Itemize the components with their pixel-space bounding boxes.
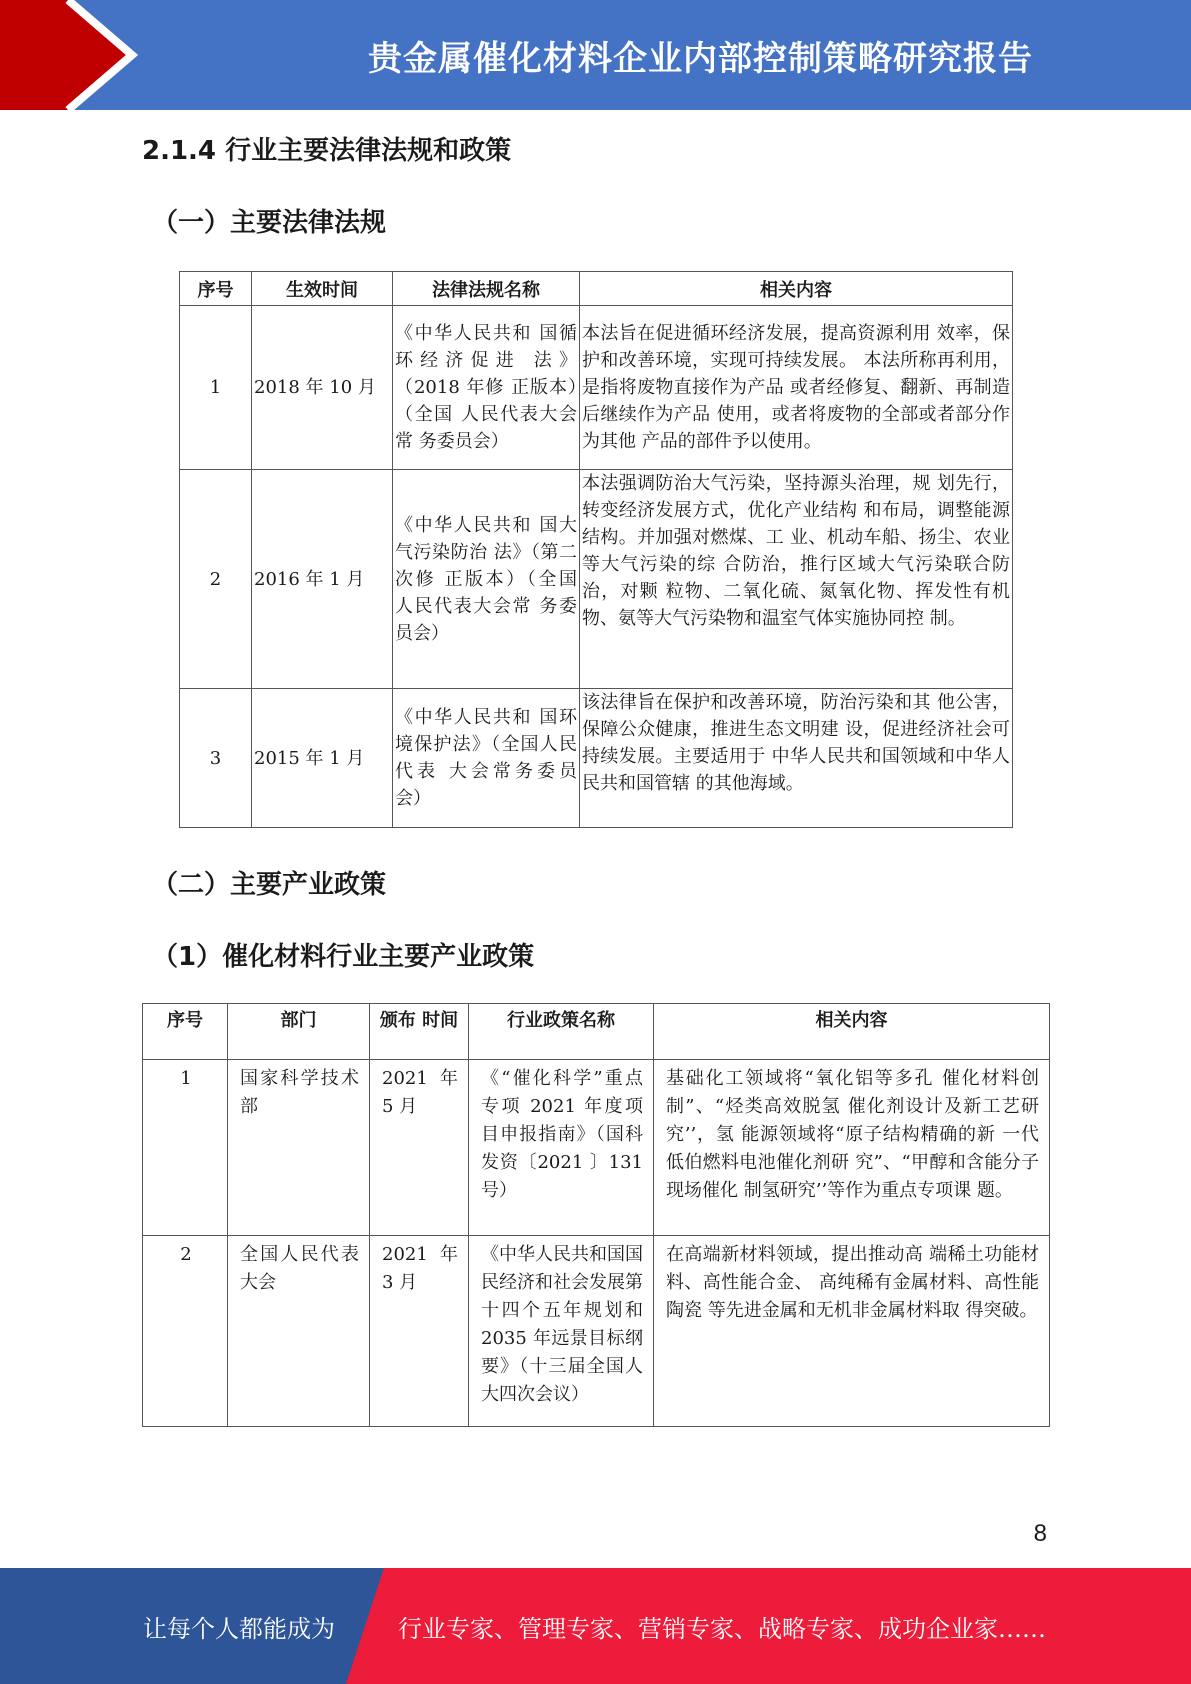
page-footer — [0, 1568, 1191, 1684]
law-content: 本法旨在促进循环经济发展，提高资源利用 效率，保护和改善环境，实现可持续发展。 本法所称再利用，是指将废物直接作为产品 或者经修复、翻新、再制造后继续作为产品 使用，或者将废物的全部或者部分作为其他 产品的部件予以使用。 — [580, 306, 1013, 470]
policy-name: 《“催化科学”重点专项 2021 年度项目申报指南》（国科发资〔2021 〕131 号） — [469, 1060, 654, 1236]
policy-name: 《中华人民共和国国民经济和社会发展第十四个五年规划和 2035 年远景目标纲要》（十三届全国人大四次会议） — [469, 1236, 654, 1427]
row-number: 1 — [143, 1060, 228, 1236]
subheading-policies: （二）主要产业政策 — [152, 870, 387, 900]
subheading-catalyst-policies: （1）催化材料行业主要产业政策 — [152, 942, 535, 972]
column-header: 相关内容 — [654, 1004, 1050, 1060]
department: 国家科学技术部 — [228, 1060, 370, 1236]
column-header: 相关内容 — [580, 272, 1013, 306]
law-content: 本法强调防治大气污染，坚持源头治理，规 划先行，转变经济发展方式，优化产业结构 和布局，调整能源结构。并加强对燃煤、工 业、机动车船、扬尘、农业等大气污染的综 合防治，推行区域大气污染联合防治，对颗 粒物、二氧化硫、氮氧化物、挥发性有机 物、氨等大气污染物和温室气体实施协同控 制。 — [580, 470, 1013, 689]
issue-date: 2021 年 3 月 — [370, 1236, 469, 1427]
department: 全国人民代表大会 — [228, 1236, 370, 1427]
table-header-row — [180, 272, 1013, 306]
law-name: 《中华人民共和 国大气污染防治 法》（第二次修 正版本）（全国 人民代表大会常 务委员会） — [393, 470, 580, 689]
effective-date: 2015 年 1 月 — [252, 689, 393, 828]
policy-content: 在高端新材料领域，提出推动高 端稀土功能材料、高性能合金、 高纯稀有金属材料、高性能陶瓷 等先进金属和无机非金属材料取 得突破。 — [654, 1236, 1050, 1427]
table-row — [143, 1236, 1050, 1427]
footer-slogan-right: 行业专家、管理专家、营销专家、战略专家、成功企业家…… — [398, 1614, 1046, 1643]
law-name: 《中华人民共和 国循环经济促进 法》（2018 年修 正版本）（全国 人民代表大会常 务委员会） — [393, 306, 580, 470]
column-header: 部门 — [228, 1004, 370, 1060]
section-heading: 2.1.4 行业主要法律法规和政策 — [142, 136, 512, 166]
effective-date: 2018 年 10 月 — [252, 306, 393, 470]
column-header: 法律法规名称 — [393, 272, 580, 306]
laws-table — [179, 271, 1013, 828]
row-number: 3 — [180, 689, 252, 828]
column-header: 序号 — [143, 1004, 228, 1060]
table-row — [180, 470, 1013, 689]
row-number: 2 — [143, 1236, 228, 1427]
row-number: 1 — [180, 306, 252, 470]
subheading-laws: （一）主要法律法规 — [152, 208, 387, 238]
table-row — [143, 1060, 1050, 1236]
policy-content: 基础化工领域将“氧化铝等多孔 催化材料创制”、“烃类高效脱氢 催化剂设计及新工艺研究’’，氢 能源领域将“原子结构精确的新 一代低伯燃料电池催化剂研 究”、“甲醇和含能分子现场催化 制氢研究’’等作为重点专项课 题。 — [654, 1060, 1050, 1236]
issue-date: 2021 年 5 月 — [370, 1060, 469, 1236]
law-name: 《中华人民共和 国环境保护法》（全国人民代表 大会常务委员 会） — [393, 689, 580, 828]
column-header: 颁布 时间 — [370, 1004, 469, 1060]
table-row — [180, 689, 1013, 828]
table-header-row — [143, 1004, 1050, 1060]
table-row — [180, 306, 1013, 470]
policies-table — [142, 1003, 1050, 1427]
column-header: 生效时间 — [252, 272, 393, 306]
footer-slogan-left: 让每个人都能成为 — [143, 1614, 335, 1643]
header-title: 贵金属催化材料企业内部控制策略研究报告 — [368, 38, 1033, 79]
effective-date: 2016 年 1 月 — [252, 470, 393, 689]
row-number: 2 — [180, 470, 252, 689]
page-header — [0, 0, 1191, 110]
column-header: 序号 — [180, 272, 252, 306]
page-number: 8 — [1033, 1520, 1047, 1547]
column-header: 行业政策名称 — [469, 1004, 654, 1060]
law-content: 该法律旨在保护和改善环境，防治污染和其 他公害，保障公众健康，推进生态文明建 设，促进经济社会可持续发展。主要适用于 中华人民共和国领域和中华人民共和国管辖 的其他海域。 — [580, 689, 1013, 828]
header-chevron-decoration — [0, 0, 150, 110]
